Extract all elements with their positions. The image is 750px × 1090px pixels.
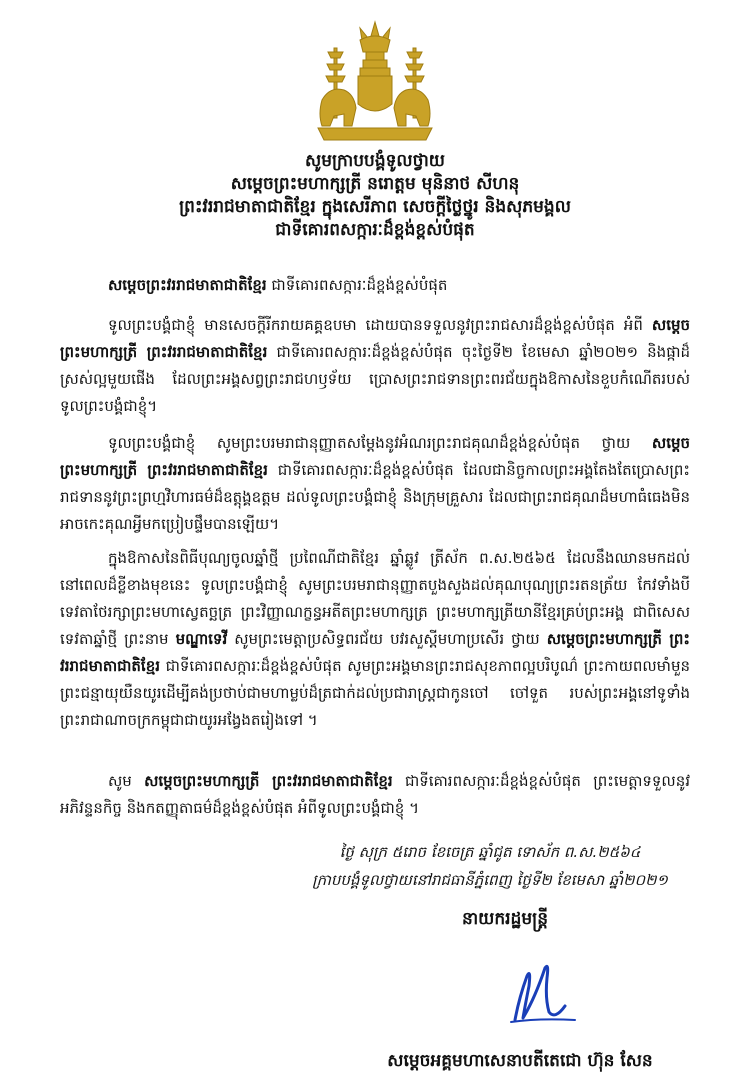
para4-b: សម្តេចព្រះមហាក្សត្រី ព្រះវររាជមាតាជាតិខ្មែរ xyxy=(144,772,393,790)
para3-b: មណ្ឌាទេវី xyxy=(175,630,228,648)
header-line-1: សូមក្រាបបង្គំទូលថ្វាយ xyxy=(305,151,445,171)
para4-a: សូម xyxy=(108,772,145,790)
salutation xyxy=(60,272,690,299)
signer-title: នាយករដ្ឋមន្ត្រី xyxy=(462,909,548,929)
para2-b: សម្តេចព្រះមហាក្សត្រី ព្រះវររាជមាតាជាតិខ្មែរ xyxy=(60,434,690,479)
para3-d: សម្តេចព្រះមហាក្សត្រី ព្រះវររាជមាតាជាតិខ្មែរ xyxy=(60,630,690,675)
letter-date xyxy=(280,838,700,894)
salutation-rest: ជាទីគោរពសក្ការៈដ៏ខ្ពង់ខ្ពស់បំផុត xyxy=(266,276,448,294)
handwritten-signature-icon xyxy=(505,958,585,1028)
royal-arms-emblem-icon xyxy=(300,18,450,148)
para4-c: ជាទីគោរពសក្ការៈដ៏ខ្ពង់ខ្ពស់បំផុត ព្រះមេត្តាទទួលនូវអភិវន្ទនកិច្ច និងកតញ្ញុតាធម៌ដ៏ខ្ពង់ខ្ពស់បំផុត អំពីទូលព្រះបង្គំជាខ្ញុំ ។ xyxy=(60,772,690,817)
date-gregorian: ក្រាបបង្គំទូលថ្វាយនៅរាជធានីភ្នំពេញ ថ្ងៃទី២ ខែមេសា ឆ្នាំ២០២១ xyxy=(312,871,668,889)
letter-header xyxy=(60,150,690,242)
para1-c: ជាទីគោរពសក្ការៈដ៏ខ្ពង់ខ្ពស់បំផុត ចុះថ្ងៃទី២ ខែមេសា ឆ្នាំ២០២១ និងផ្កាដ៏ស្រស់ល្អមួយផើង ដែលព្រះអង្គសព្វព្រះរាជហឫទ័យ ប្រោសព្រះរាជទានព្រះពរជ័យក្នុងឱកាសនៃខួបកំណើតរបស់ទូលព្រះបង្គំជាខ្ញុំ។ xyxy=(60,343,690,415)
header-line-3: ព្រះវររាជមាតាជាតិខ្មែរ ក្នុងសេរីភាព សេចក្តីថ្លៃថ្នូរ និងសុភមង្គល xyxy=(179,197,571,217)
para1-b: សម្តេចព្រះមហាក្សត្រី ព្រះវររាជមាតាជាតិខ្មែរ xyxy=(60,316,690,361)
para2-a: ទូលព្រះបង្គំជាខ្ញុំ សូមព្រះបរមរាជានុញ្ញាតសម្តែងនូវអំណរព្រះរាជគុណដ៏ខ្ពង់ខ្ពស់បំផុត ថ្វាយ xyxy=(108,434,652,452)
header-line-2: សម្តេចព្រះមហាក្សត្រី នរោត្តម មុនិនាថ សីហនុ xyxy=(230,174,520,194)
salutation-bold: សម្តេចព្រះវររាជមាតាជាតិខ្មែរ xyxy=(108,276,267,294)
para3-c: សូមព្រះមេត្តាប្រសិទ្ធពរជ័យ បវរសួស្តីមហាប្រសើរ ថ្វាយ xyxy=(227,630,547,648)
date-lunar: ថ្ងៃ សុក្រ ៥រោច ខែចេត្រ ឆ្នាំជូត ទោស័ក ព.ស.២៥៦៤ xyxy=(339,843,641,861)
para3-a: ក្នុងឱកាសនៃពិធីបុណ្យចូលឆ្នាំថ្មី ប្រពៃណីជាតិខ្មែរ ឆ្នាំឆ្លូវ ត្រីស័ក ព.ស.២៥៦៥ ដែលនឹងឈានមកដល់នៅពេលដ៏ខ្លីខាងមុខនេះ ទូលព្រះបង្គំជាខ្ញុំ សូមព្រះបរមរាជានុញ្ញាតបួងសួងដល់គុណបុណ្យព្រះរតនត្រ័យ កែវទាំងបី ទេវតាថែរក្សាព្រះមហាស្វេតច្ឆត្រ ព្រះវិញ្ញាណក្ខន្ធអតីតព្រះមហាក្សត្រ ព្រះមហាក្សត្រីយានីខ្មែរគ្រប់ព្រះអង្គ ជាពិសេសទេវតាឆ្នាំថ្មី ព្រះនាម xyxy=(60,549,690,648)
signer-name: សម្តេចអគ្គមហាសេនាបតីតេជោ ហ៊ុន សែន xyxy=(387,1051,653,1071)
paragraph-4 xyxy=(60,768,690,822)
paragraph-1 xyxy=(60,312,690,420)
paragraph-3 xyxy=(60,545,690,734)
para2-c: ជាទីគោរពសក្ការៈដ៏ខ្ពង់ខ្ពស់បំផុត ដែលជានិច្ចកាលព្រះអង្គតែងតែប្រោសព្រះរាជទាននូវព្រះព្រហ្មវិហារធម៌ដ៏ឧត្តុង្គឧត្តម ដល់ទូលព្រះបង្គំជាខ្ញុំ និងក្រុមគ្រួសារ ដែលជាព្រះរាជគុណដ៏មហាធំធេងមិនអាចកេះគុណអ្វីមកប្រៀបផ្ទឹមបានឡើយ។ xyxy=(60,461,690,533)
header-line-4: ជាទីគោរពសក្ការៈដ៏ខ្ពង់ខ្ពស់បំផុត xyxy=(275,220,475,240)
paragraph-2 xyxy=(60,430,690,538)
para1-a: ទូលព្រះបង្គំជាខ្ញុំ មានសេចក្តីរីករាយគគ្គឧបមា ដោយបានទទួលនូវព្រះរាជសារដ៏ខ្ពង់ខ្ពស់បំផុត អំពី xyxy=(108,316,652,334)
para3-e: ជាទីគោរពសក្ការៈដ៏ខ្ពង់ខ្ពស់បំផុត សូមព្រះអង្គមានព្រះរាជសុខភាពល្អបរិបូណ៌ ព្រះកាយពលមាំមួន ព្រះជន្មាយុយឺនយូរដើម្បីគង់ប្រថាប់ជាមហាម្លប់ដ៏ត្រជាក់ដល់ប្រជារាស្ត្រជាកូនចៅ ចៅទួត របស់ព្រះអង្គនៅទូទាំងព្រះរាជាណាចក្រកម្ពុជាជាយូរអង្វែងតរៀងទៅ ។ xyxy=(60,657,690,729)
